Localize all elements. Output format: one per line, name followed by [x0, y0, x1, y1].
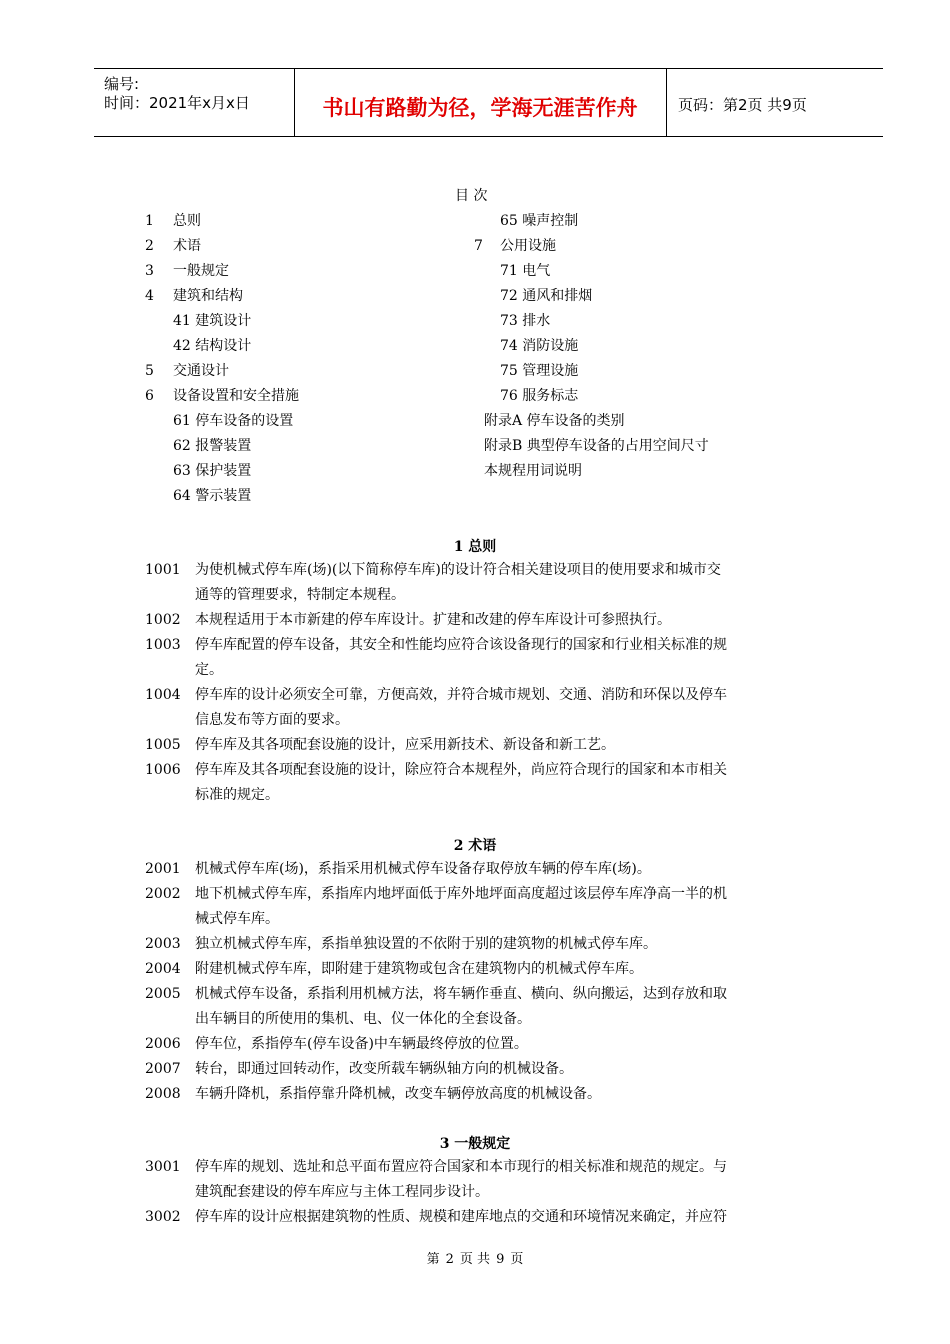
time-label: 时间：2021年x月x日: [104, 94, 250, 112]
clause-text: 停车库配置的停车设备，其安全和性能均应符合该设备现行的国家和行业相关标准的规: [195, 637, 727, 653]
clause-number: 3001: [145, 1159, 181, 1175]
clause-number: 1006: [145, 762, 181, 778]
toc-right-item: 75 管理设施: [500, 363, 579, 379]
header-meta: [94, 69, 295, 136]
footer-total: 9: [496, 1252, 505, 1267]
clause-number: 2006: [145, 1036, 181, 1052]
toc-left-item: 41 建筑设计: [173, 313, 252, 329]
code-label: 编号:: [104, 75, 140, 93]
clause-text: 机械式停车设备，系指利用机械方法，将车辆作垂直、横向、纵向搬运，达到存放和取: [195, 986, 727, 1002]
toc-left-item: 42 结构设计: [173, 338, 252, 354]
clause-number: 1003: [145, 637, 181, 653]
footer-suffix: 页: [510, 1252, 524, 1267]
clause-number: 1005: [145, 737, 181, 753]
clause-number: 2004: [145, 961, 181, 977]
clause-text: 停车位，系指停车(停车设备)中车辆最终停放的位置。: [195, 1036, 528, 1052]
clause-text: 通等的管理要求，特制定本规程。: [195, 587, 405, 603]
toc-left-item: 64 警示装置: [173, 488, 252, 504]
clause-number: 2008: [145, 1086, 181, 1102]
toc-left-item: 一般规定: [173, 263, 229, 279]
toc-right-item: 73 排水: [500, 313, 551, 329]
clause-text: 为使机械式停车库(场)(以下简称停车库)的设计符合相关建设项目的使用要求和城市交: [195, 562, 721, 578]
toc-right-item: 附录A 停车设备的类别: [484, 413, 625, 429]
clause-number: 2003: [145, 936, 181, 952]
toc-left-item: 术语: [173, 238, 201, 254]
toc-right-item: 附录B 典型停车设备的占用空间尺寸: [484, 438, 709, 454]
header-motto-cell: [294, 69, 667, 136]
toc-left-num: 3: [145, 263, 154, 279]
toc-left-item: 总则: [173, 213, 201, 229]
section-heading: 3 一般规定: [439, 1136, 511, 1152]
clause-number: 2002: [145, 886, 181, 902]
toc-left-item: 建筑和结构: [173, 288, 243, 304]
clause-text: 车辆升降机，系指停靠升降机械，改变车辆停放高度的机械设备。: [195, 1086, 601, 1102]
clause-text: 定。: [195, 662, 223, 678]
motto: 书山有路勤为径，学海无涯苦作舟: [322, 96, 638, 120]
clause-text: 出车辆目的所使用的集机、电、仪一体化的全套设备。: [195, 1011, 531, 1027]
header-page-cell: [666, 69, 883, 136]
clause-text: 停车库及其各项配套设施的设计，除应符合本规程外，尚应符合现行的国家和本市相关: [195, 762, 727, 778]
clause-text: 附建机械式停车库，即附建于建筑物或包含在建筑物内的机械式停车库。: [195, 961, 643, 977]
footer-prefix: 第: [426, 1252, 440, 1267]
toc-left-item: 61 停车设备的设置: [173, 413, 294, 429]
footer-mid: 页 共: [459, 1252, 491, 1267]
toc-right-num: 7: [474, 238, 483, 254]
clause-text: 地下机械式停车库，系指库内地坪面低于库外地坪面高度超过该层停车库净高一半的机: [195, 886, 727, 902]
clause-number: 1001: [145, 562, 181, 578]
toc-left-num: 2: [145, 238, 154, 254]
toc-left-num: 4: [145, 288, 154, 304]
toc-right-item: 71 电气: [500, 263, 551, 279]
clause-text: 停车库的设计必须安全可靠，方便高效，并符合城市规划、交通、消防和环保以及停车: [195, 687, 727, 703]
footer-page: 2: [445, 1252, 454, 1267]
clause-number: 2005: [145, 986, 181, 1002]
clause-text: 停车库的设计应根据建筑物的性质、规模和建库地点的交通和环境情况来确定，并应符: [195, 1209, 727, 1225]
toc-left-item: 63 保护装置: [173, 463, 252, 479]
toc-left-item: 62 报警装置: [173, 438, 252, 454]
clause-number: 1004: [145, 687, 181, 703]
clause-text: 机械式停车库(场)，系指采用机械式停车设备存取停放车辆的停车库(场)。: [195, 861, 651, 877]
page-label: 页码：第2页 共9页: [678, 96, 807, 114]
clause-text: 信息发布等方面的要求。: [195, 712, 349, 728]
clause-text: 本规程适用于本市新建的停车库设计。扩建和改建的停车库设计可参照执行。: [195, 612, 671, 628]
clause-number: 3002: [145, 1209, 181, 1225]
clause-number: 2007: [145, 1061, 181, 1077]
toc-left-num: 5: [145, 363, 154, 379]
clause-text: 停车库及其各项配套设施的设计，应采用新技术、新设备和新工艺。: [195, 737, 615, 753]
clause-text: 械式停车库。: [195, 911, 279, 927]
toc-right-item: 公用设施: [500, 238, 556, 254]
page-footer: [0, 1248, 950, 1267]
section-heading: 1 总则: [453, 539, 497, 555]
toc-left-num: 1: [145, 213, 154, 229]
clause-text: 独立机械式停车库，系指单独设置的不依附于别的建筑物的机械式停车库。: [195, 936, 657, 952]
clause-number: 2001: [145, 861, 181, 877]
section-heading: 2 术语: [453, 838, 497, 854]
page-header: [94, 68, 883, 137]
clause-text: 停车库的规划、选址和总平面布置应符合国家和本市现行的相关标准和规范的规定。与: [195, 1159, 727, 1175]
toc-right-item: 74 消防设施: [500, 338, 579, 354]
toc-right-item: 76 服务标志: [500, 388, 579, 404]
toc-right-item: 65 噪声控制: [500, 213, 579, 229]
toc-left-num: 6: [145, 388, 154, 404]
toc-left-item: 交通设计: [173, 363, 229, 379]
toc-right-item: 72 通风和排烟: [500, 288, 593, 304]
toc-title: 目 次: [455, 188, 488, 204]
clause-text: 转台，即通过回转动作，改变所载车辆纵轴方向的机械设备。: [195, 1061, 573, 1077]
clause-number: 1002: [145, 612, 181, 628]
clause-text: 建筑配套建设的停车库应与主体工程同步设计。: [195, 1184, 489, 1200]
clause-text: 标准的规定。: [195, 787, 279, 803]
toc-left-item: 设备设置和安全措施: [173, 388, 299, 404]
toc-right-item: 本规程用词说明: [484, 463, 582, 479]
